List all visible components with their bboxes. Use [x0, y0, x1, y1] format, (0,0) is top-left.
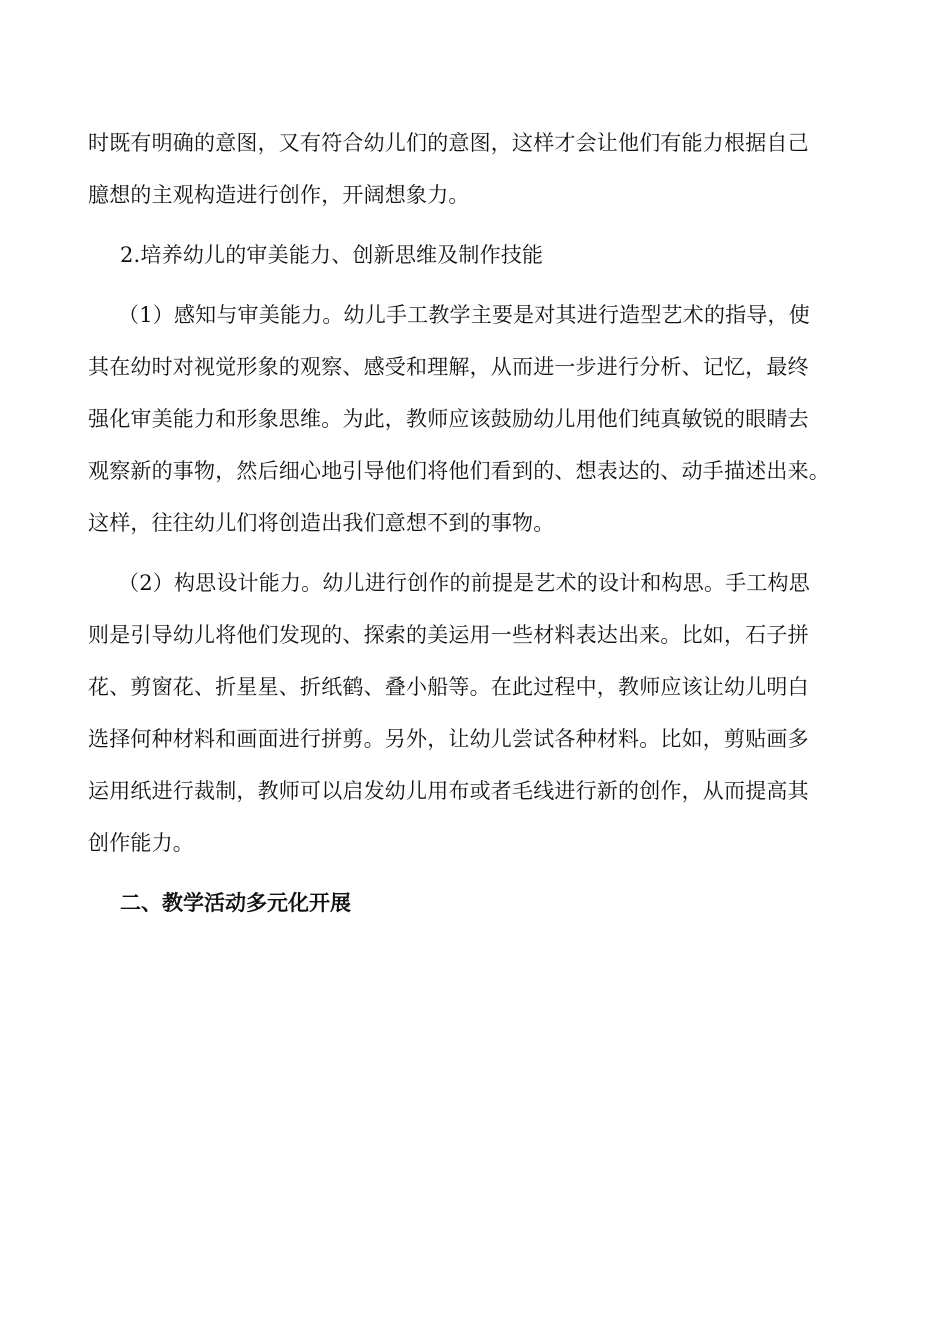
subsection-title [88, 240, 868, 270]
text-line: 这样，往往幼儿们将创造出我们意想不到的事物。 [88, 511, 555, 535]
subsection-title-text: 2.培养幼儿的审美能力、创新思维及制作技能 [120, 243, 544, 267]
text-line: 创作能力。 [88, 831, 194, 855]
text-line: 观察新的事物，然后细心地引导他们将他们看到的、想表达的、动手描述出来。 [88, 459, 830, 483]
paragraph-perception [88, 300, 868, 538]
text-line: 选择何种材料和画面进行拼剪。另外，让幼儿尝试各种材料。比如，剪贴画多 [88, 727, 809, 751]
text-line: 时既有明确的意图，又有符合幼儿们的意图，这样才会让他们有能力根据自己 [88, 131, 809, 155]
text-line: 则是引导幼儿将他们发现的、探索的美运用一些材料表达出来。比如，石子拼 [88, 623, 809, 647]
paragraph-design [88, 568, 868, 858]
text-line: （1）感知与审美能力。幼儿手工教学主要是对其进行造型艺术的指导，使 [118, 303, 810, 327]
text-line: （2）构思设计能力。幼儿进行创作的前提是艺术的设计和构思。手工构思 [118, 571, 810, 595]
text-line: 运用纸进行裁制，教师可以启发幼儿用布或者毛线进行新的创作，从而提高其 [88, 779, 809, 803]
section-heading: 二、教学活动多元化开展 [120, 891, 351, 915]
text-line: 臆想的主观构造进行创作，开阔想象力。 [88, 183, 470, 207]
paragraph-continuation [88, 128, 868, 210]
document-body [88, 128, 868, 918]
text-line: 强化审美能力和形象思维。为此，教师应该鼓励幼儿用他们纯真敏锐的眼睛去 [88, 407, 809, 431]
text-line: 其在幼时对视觉形象的观察、感受和理解，从而进一步进行分析、记忆，最终 [88, 355, 809, 379]
text-line: 花、剪窗花、折星星、折纸鹤、叠小船等。在此过程中，教师应该让幼儿明白 [88, 675, 809, 699]
